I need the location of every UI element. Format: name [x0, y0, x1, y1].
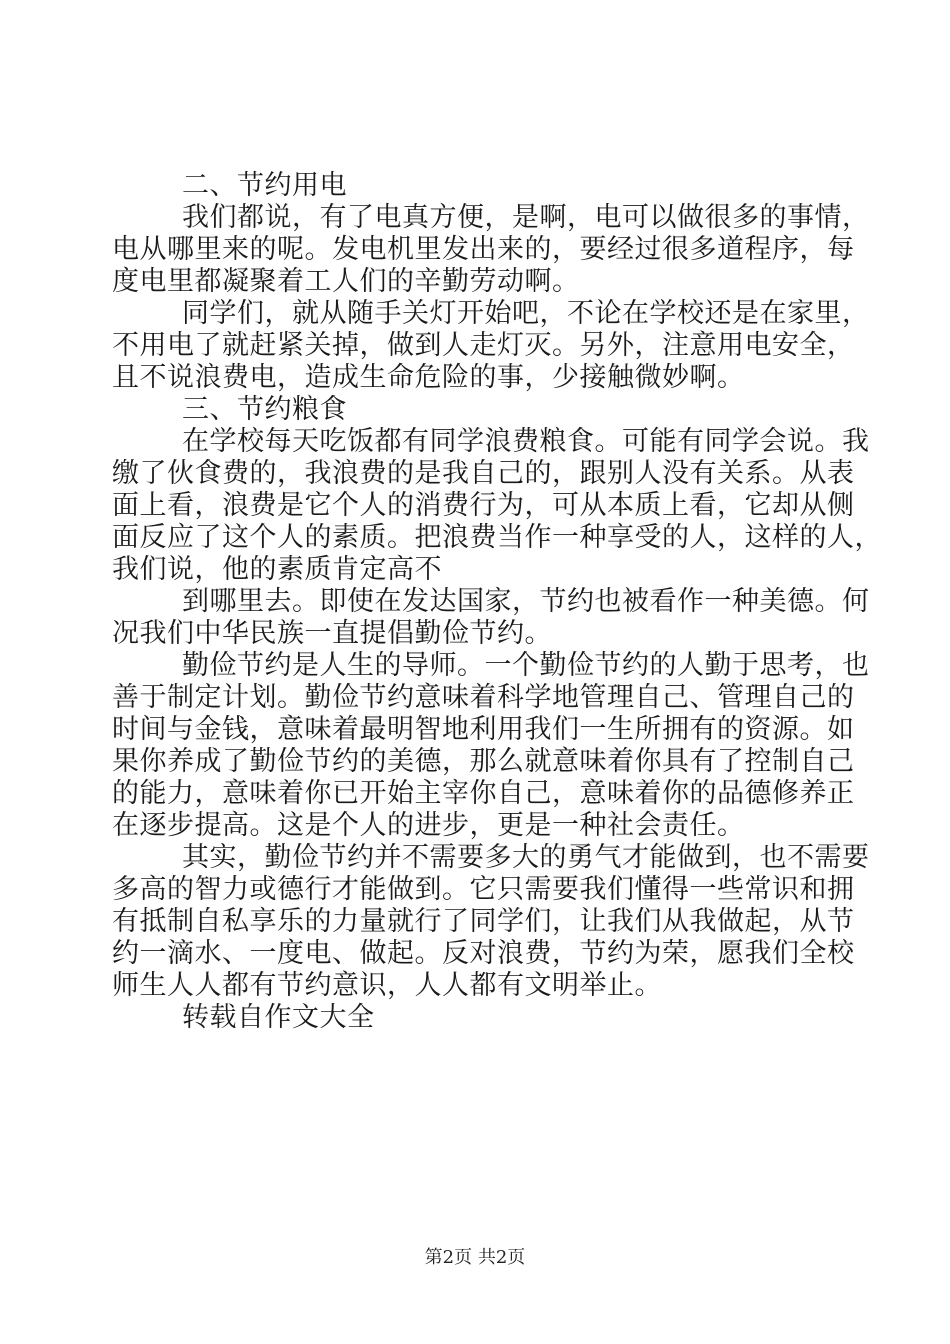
text-line: 缴了伙食费的，我浪费的是我自己的，跟别人没有关系。从表 [112, 458, 855, 489]
text-line: 况我们中华民族一直提倡勤俭节约。 [112, 618, 552, 649]
text-line: 面上看，浪费是它个人的消费行为，可从本质上看，它却从侧 [112, 490, 855, 521]
text-line: 同学们，就从随手关灯开始吧，不论在学校还是在家里， [182, 298, 870, 329]
text-line: 其实，勤俭节约并不需要多大的勇气才能做到，也不需要 [182, 842, 870, 873]
source-note: 转载自作文大全 [182, 1002, 375, 1033]
text-line: 电从哪里来的呢。发电机里发出来的，要经过很多道程序，每 [112, 234, 855, 265]
text-line: 在逐步提高。这是个人的进步，更是一种社会责任。 [112, 810, 745, 841]
page-number-footer: 第2页 共2页 [424, 1247, 526, 1268]
text-line: 在学校每天吃饭都有同学浪费粮食。可能有同学会说。我 [182, 426, 870, 457]
text-line: 不用电了就赶紧关掉，做到人走灯灭。另外，注意用电安全， [112, 330, 855, 361]
text-line: 果你养成了勤俭节约的美德，那么就意味着你具有了控制自己 [112, 746, 855, 777]
text-line: 有抵制自私享乐的力量就行了同学们，让我们从我做起，从节 [112, 906, 855, 937]
text-line: 且不说浪费电，造成生命危险的事，少接触微妙啊。 [112, 362, 745, 393]
text-line: 我们都说，有了电真方便，是啊，电可以做很多的事情， [182, 202, 870, 233]
text-line: 时间与金钱，意味着最明智地利用我们一生所拥有的资源。如 [112, 714, 855, 745]
text-line: 善于制定计划。勤俭节约意味着科学地管理自己、管理自己的 [112, 682, 855, 713]
text-line: 我们说，他的素质肯定高不 [112, 554, 442, 585]
text-line: 师生人人都有节约意识，人人都有文明举止。 [112, 970, 662, 1001]
text-line: 多高的智力或德行才能做到。它只需要我们懂得一些常识和拥 [112, 874, 855, 905]
section-heading: 三、节约粮食 [182, 394, 347, 425]
document-body [112, 170, 882, 1034]
text-line: 到哪里去。即使在发达国家，节约也被看作一种美德。何 [182, 586, 870, 617]
text-line: 勤俭节约是人生的导师。一个勤俭节约的人勤于思考，也 [182, 650, 870, 681]
text-line: 度电里都凝聚着工人们的辛勤劳动啊。 [112, 266, 580, 297]
text-line: 的能力，意味着你已开始主宰你自己，意味着你的品德修养正 [112, 778, 855, 809]
text-line: 面反应了这个人的素质。把浪费当作一种享受的人，这样的人， [112, 522, 882, 553]
section-heading: 二、节约用电 [182, 170, 347, 201]
text-line: 约一滴水、一度电、做起。反对浪费，节约为荣，愿我们全校 [112, 938, 855, 969]
